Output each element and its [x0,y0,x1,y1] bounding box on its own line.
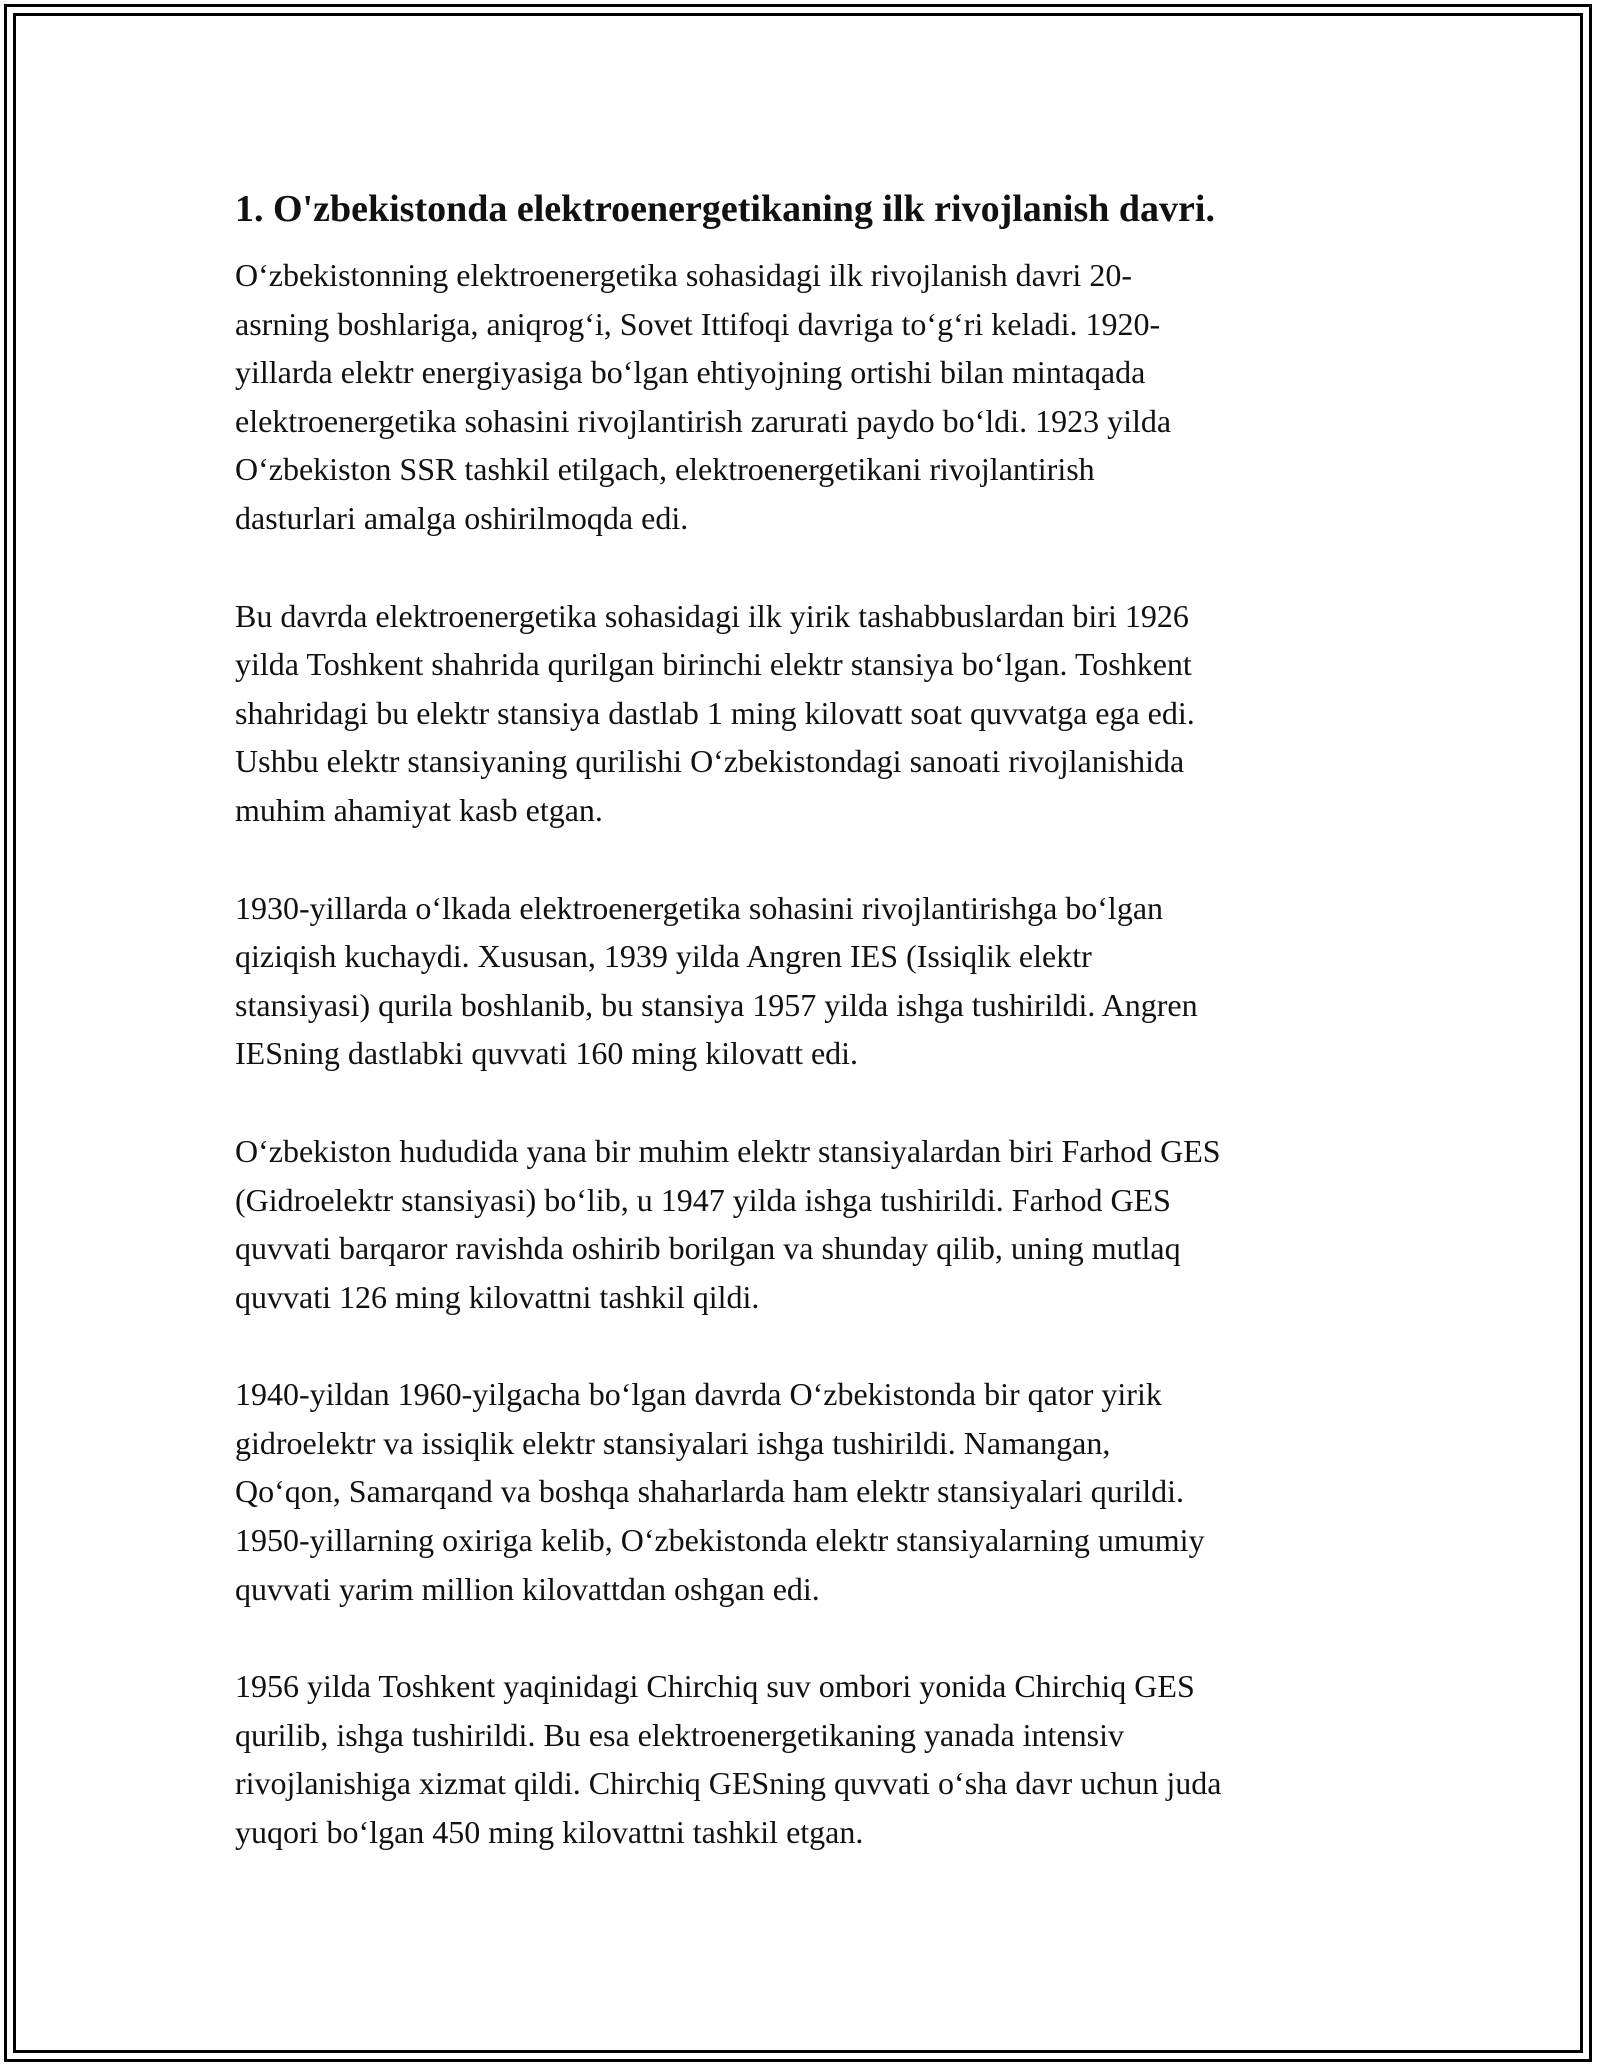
text-line: yuqori bo‘lgan 450 ming kilovattni tashkil etgan. [235,1814,864,1851]
text-line: muhim ahamiyat kasb etgan. [235,791,603,828]
section-heading: 1. O'zbekistonda elektroenergetikaning ilk rivojlanish davri. [235,188,1215,230]
text-line: gidroelektr va issiqlik elektr stansiyalari ishga tushirildi. Namangan, [235,1424,1111,1461]
paragraph-4 [235,1127,1365,1321]
text-line: quvvati 126 ming kilovattni tashkil qildi. [235,1278,760,1315]
text-line: rivojlanishiga xizmat qildi. Chirchiq GESning quvvati o‘sha davr uchun juda [235,1765,1222,1802]
document-page [235,185,1365,1906]
text-line: O‘zbekiston SSR tashkil etilgach, elektroenergetikani rivojlantirish [235,451,1095,488]
text-line: yillarda elektr energiyasiga bo‘lgan ehtiyojning ortishi bilan mintaqada [235,354,1146,391]
text-line: qurilib, ishga tushirildi. Bu esa elektroenergetikaning yanada intensiv [235,1716,1124,1753]
text-line: dasturlari amalga oshirilmoqda edi. [235,499,689,536]
paragraph-2 [235,592,1365,835]
text-line: Bu davrda elektroenergetika sohasidagi ilk yirik tashabbuslardan biri 1926 [235,597,1189,634]
text-line: yilda Toshkent shahrida qurilgan birinchi elektr stansiya bo‘lgan. Toshkent [235,646,1192,683]
text-line: shahridagi bu elektr stansiya dastlab 1 ming kilovatt soat quvvatga ega edi. [235,694,1195,731]
text-line: elektroenergetika sohasini rivojlantirish zarurati paydo bo‘ldi. 1923 yilda [235,402,1172,439]
text-line: IESning dastlabki quvvati 160 ming kilovatt edi. [235,1035,859,1072]
text-line: quvvati barqaror ravishda oshirib borilgan va shunday qilib, uning mutlaq [235,1230,1181,1267]
text-line: (Gidroelektr stansiyasi) bo‘lib, u 1947 yilda ishga tushirildi. Farhod GES [235,1181,1171,1218]
text-line: 1956 yilda Toshkent yaqinidagi Chirchiq suv ombori yonida Chirchiq GES [235,1668,1195,1705]
paragraph-3 [235,884,1365,1078]
text-line: qiziqish kuchaydi. Xususan, 1939 yilda Angren IES (Issiqlik elektr [235,938,1092,975]
text-line: O‘zbekiston hududida yana bir muhim elektr stansiyalardan biri Farhod GES [235,1132,1221,1169]
text-line: Qo‘qon, Samarqand va boshqa shaharlarda ham elektr stansiyalari qurildi. [235,1473,1185,1510]
text-line: 1930-yillarda o‘lkada elektroenergetika sohasini rivojlantirishga bo‘lgan [235,889,1164,926]
text-line: Ushbu elektr stansiyaning qurilishi O‘zbekistondagi sanoati rivojlanishida [235,743,1185,780]
text-line: O‘zbekistonning elektroenergetika sohasidagi ilk rivojlanish davri 20- [235,257,1132,293]
paragraph-1 [235,251,1365,543]
text-line: 1940-yildan 1960-yilgacha bo‘lgan davrda O‘zbekistonda bir qator yirik [235,1376,1162,1413]
text-line: stansiyasi) qurila boshlanib, bu stansiya 1957 yilda ishga tushirildi. Angren [235,986,1198,1023]
paragraph-5 [235,1370,1365,1613]
text-line: 1950-yillarning oxiriga kelib, O‘zbekistonda elektr stansiyalarning umumiy [235,1522,1205,1559]
text-line: asrning boshlariga, aniqrog‘i, Sovet Ittifoqi davriga to‘g‘ri keladi. 1920- [235,305,1161,342]
text-line: quvvati yarim million kilovattdan oshgan edi. [235,1570,820,1607]
paragraph-6 [235,1662,1365,1856]
